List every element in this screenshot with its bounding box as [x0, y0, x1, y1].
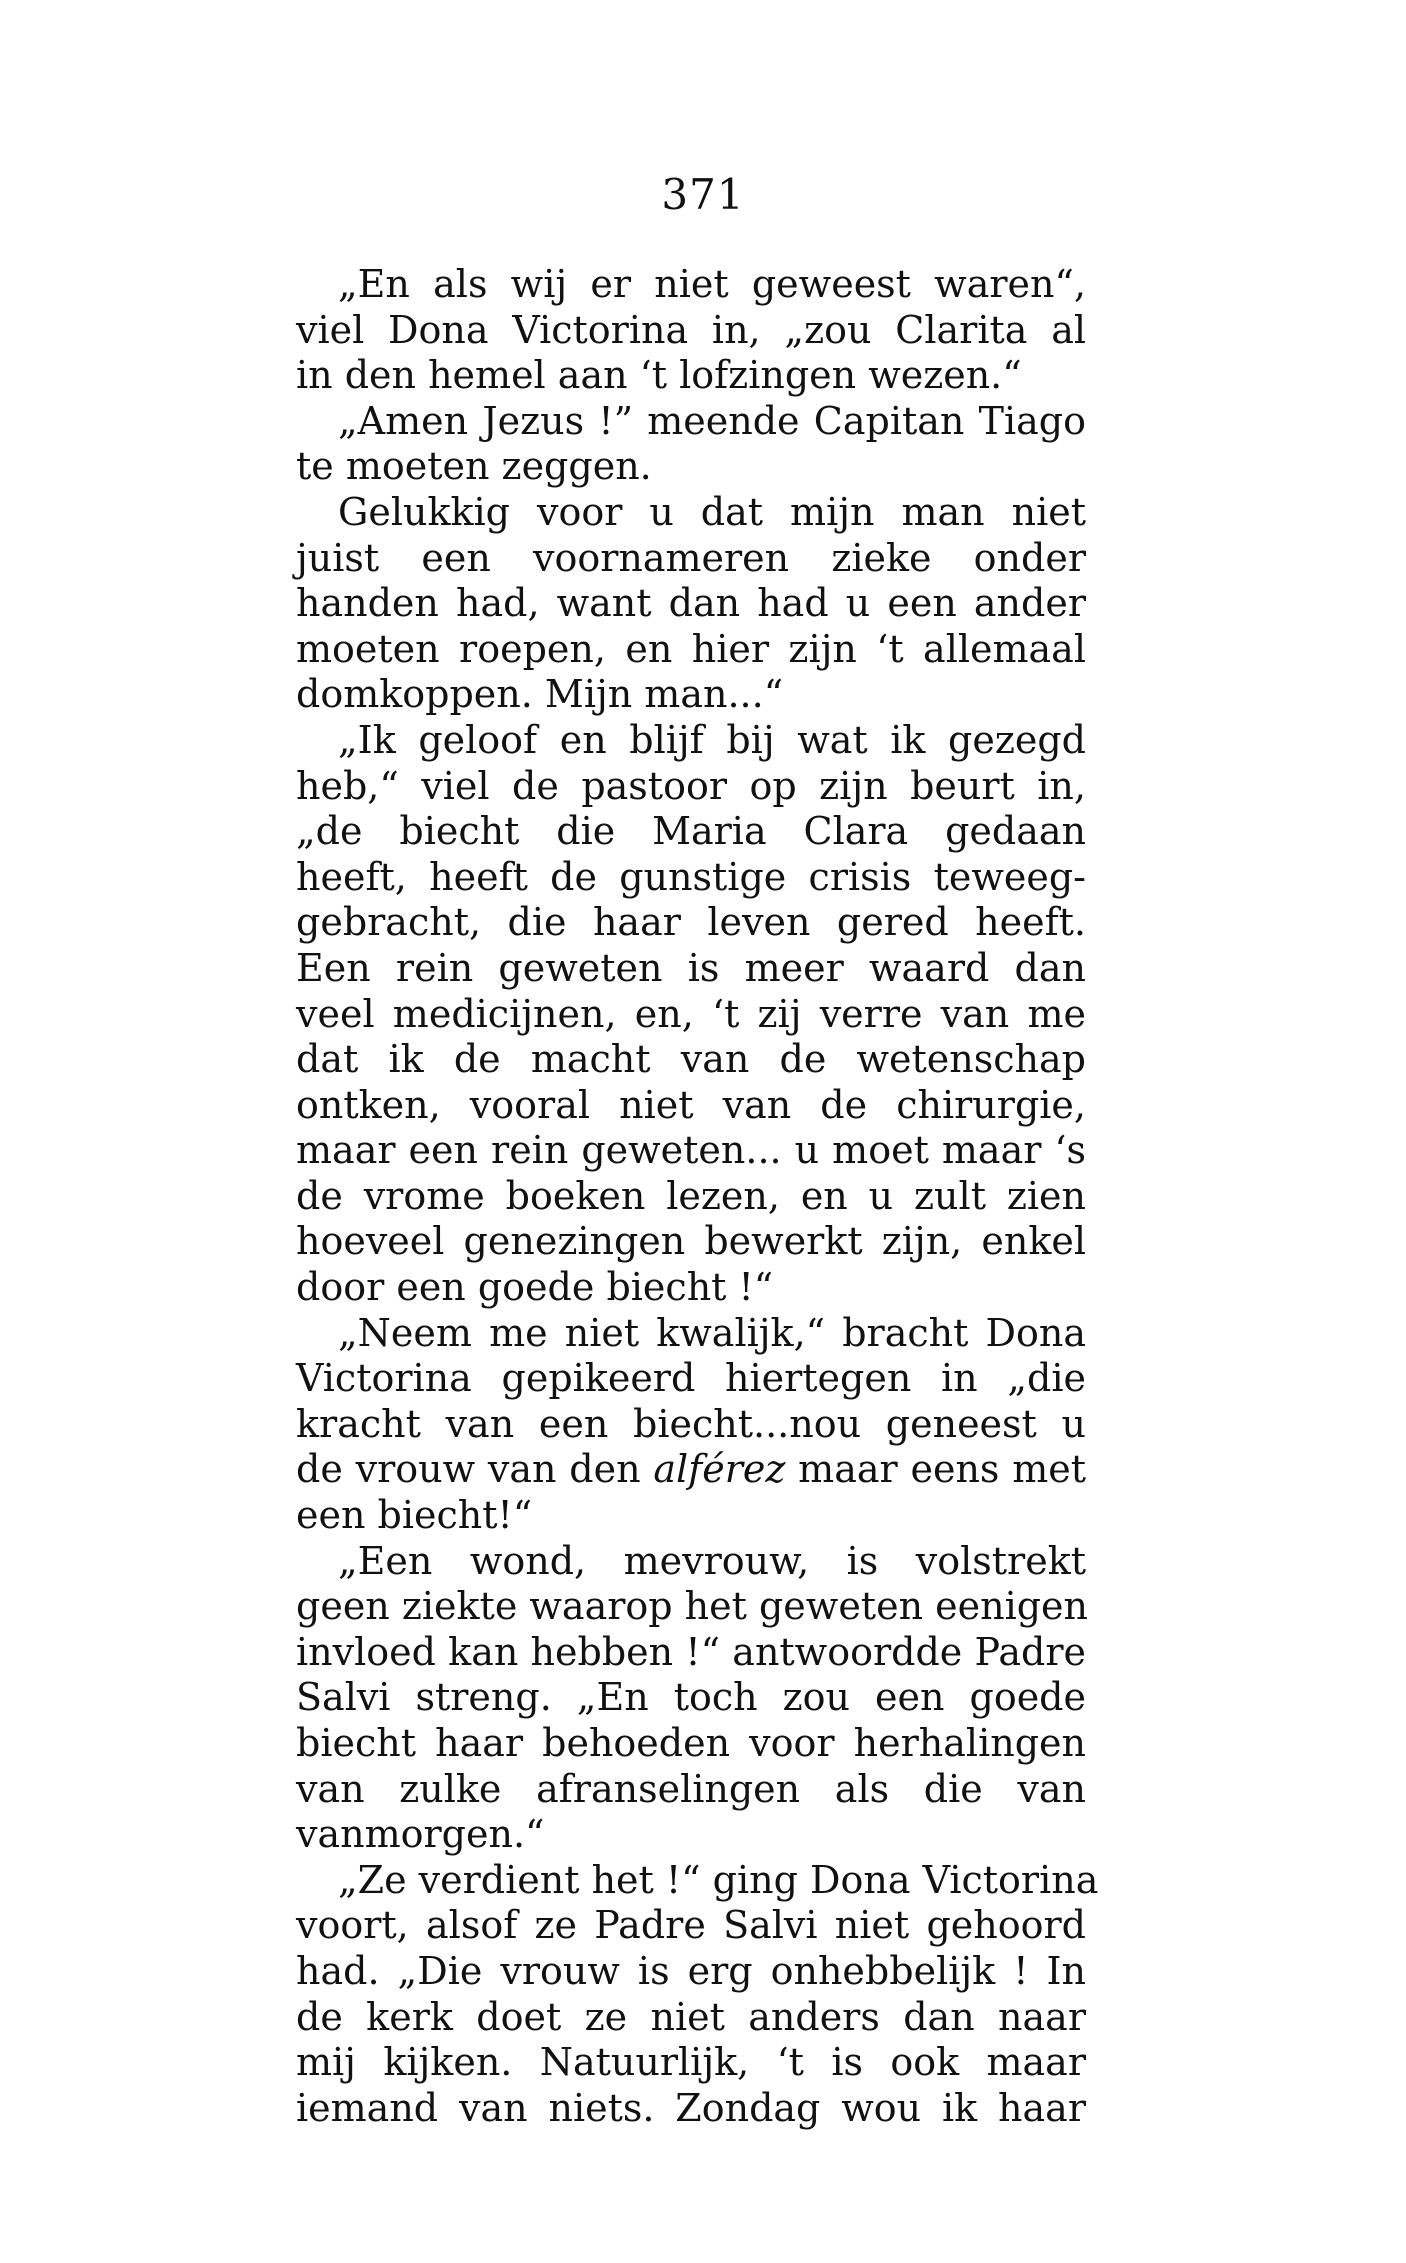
text-line: door een goede biecht !“	[296, 1265, 774, 1310]
text-line: had. „Die vrouw is erg onhebbelijk ! In	[296, 1948, 1086, 1993]
text-line: ontken, vooral niet van de chirurgie,	[296, 1082, 1086, 1127]
text-line: handen had, want dan had u een ander	[296, 581, 1086, 626]
italic-word: alférez	[653, 1447, 786, 1492]
text-line: invloed kan hebben !“ antwoordde Padre	[296, 1629, 1086, 1674]
text-line: Victorina gepikeerd hiertegen in „die	[296, 1356, 1086, 1401]
text-line: Een rein geweten is meer waard dan	[296, 945, 1086, 990]
text-line: heeft, heeft de gunstige crisis teweeg-	[296, 854, 1086, 899]
text-line: kracht van een biecht...nou geneest u	[296, 1401, 1086, 1446]
text-line: mij kijken. Natuurlijk, ‘t is ook maar	[296, 2040, 1086, 2085]
text-line: juist een voornameren zieke onder	[296, 535, 1086, 580]
text-line: van zulke afranselingen als die van	[296, 1766, 1086, 1811]
text-line: „Neem me niet kwalijk,“ bracht Dona	[338, 1310, 1086, 1355]
text-line: „de biecht die Maria Clara gedaan	[296, 809, 1086, 854]
text-line: „En als wij er niet geweest waren“,	[338, 262, 1086, 306]
text-line: biecht haar behoeden voor herhalingen	[296, 1721, 1086, 1765]
text-line: „Ik geloof en blijf bij wat ik gezegd	[338, 717, 1086, 762]
text-line: Gelukkig voor u dat mijn man niet	[338, 489, 1086, 534]
text-line: „Amen Jezus !” meende Capitan Tiago	[338, 398, 1086, 443]
text-line: te moeten zeggen.	[296, 444, 652, 489]
text-line: veel medicijnen, en, ‘t zij verre van me	[296, 991, 1086, 1036]
text-line: gebracht, die haar leven gered heeft.	[296, 900, 1086, 945]
text-line: iemand van niets. Zondag wou ik haar	[296, 2085, 1086, 2130]
text-line: moeten roepen, en hier zijn ‘t allemaal	[296, 626, 1086, 671]
page-number: 371	[661, 170, 745, 219]
text-line: domkoppen. Mijn man...“	[296, 672, 784, 717]
text-line: hoeveel genezingen bewerkt zijn, enkel	[296, 1219, 1086, 1264]
text-line: voort, alsof ze Padre Salvi niet gehoord	[296, 1903, 1086, 1948]
text-line: Salvi streng. „En toch zou een goede	[296, 1675, 1086, 1720]
text-line: „Ze verdient het !“ ging Dona Victorina	[338, 1857, 1099, 1902]
text-line: in den hemel aan ‘t lofzingen wezen.“	[296, 353, 1022, 398]
text-line: vanmorgen.“	[296, 1812, 545, 1857]
body-text	[296, 262, 1099, 2131]
text-line: heb,“ viel de pastoor op zijn beurt in,	[296, 763, 1086, 808]
text-line: geen ziekte waarop het geweten eenigen	[296, 1584, 1089, 1629]
text-line: „Een wond, mevrouw, is volstrekt	[338, 1538, 1086, 1583]
text-line: maar een rein geweten... u moet maar ‘s	[296, 1128, 1086, 1173]
text-line: de vrouw van den alférez maar eens met	[296, 1447, 1086, 1492]
text-line: viel Dona Victorina in, „zou Clarita al	[296, 307, 1086, 352]
text-line: een biecht!“	[296, 1493, 533, 1538]
text-line: dat ik de macht van de wetenschap	[296, 1037, 1086, 1082]
text-line: de kerk doet ze niet anders dan naar	[296, 1994, 1086, 2039]
text-line: de vrome boeken lezen, en u zult zien	[296, 1173, 1086, 1218]
